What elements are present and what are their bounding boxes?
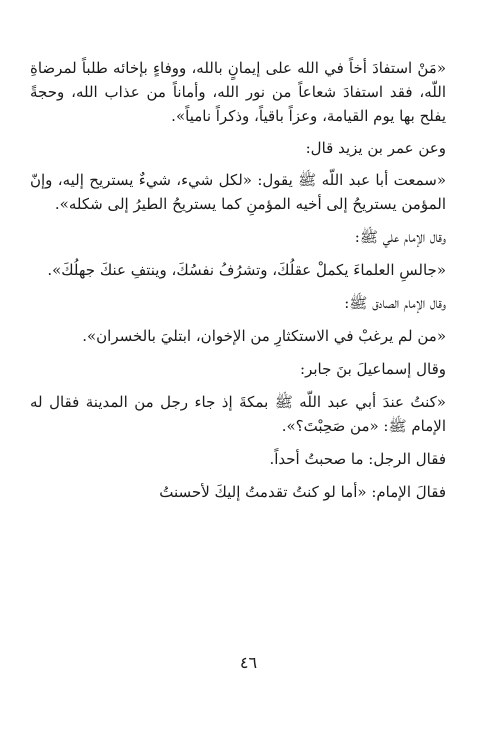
- page-body: [30, 56, 468, 504]
- page-number: ٤٦: [239, 653, 258, 672]
- attribution-imam-sadiq: وقال الإمام الصادق ﷺ:: [344, 294, 446, 312]
- man-reply-paragraph: فقال الرجل: ما صحبتُ أحداً.: [269, 450, 446, 468]
- quote-paragraph-1: «مَنْ استفادَ أخاً في الله على إيمانٍ بالله، ووفاءٍ بإخائه طلباً لمرضاةِ اللّه، فقد استفادَ شعاعاً من نور الله، وأماناً من عذاب الله، وحجةً يفلح بها يوم القيامة، وعزاً باقياً، وذكراً نامياً».: [30, 59, 446, 125]
- quote-paragraph-5: «كنتُ عندَ أبي عبد اللّه ﷺ بمكةَ إذ جاء رجل من المدينة فقال له الإمام ﷺ: «من صَحِبْتَ؟».: [30, 393, 446, 435]
- quote-paragraph-2: «سمعت أبا عبد اللّه ﷺ يقول: «لكل شيء، شيءٌ يستريح إليه، وإنّ المؤمن يستريحُ إلى أخيه المؤمنِ كما يستريحُ الطيرُ إلى شكله».: [30, 171, 446, 213]
- attribution-imam-ali: وقال الإمام علي ﷺ:: [354, 228, 446, 246]
- attribution-omar-bin-yazid: وعن عمر بن يزيد قال:: [305, 139, 446, 157]
- attribution-ismail-bin-jabir: وقال إسماعيلَ بنَ جابر:: [300, 360, 446, 378]
- quote-paragraph-3: «جالسِ العلماءَ يكملْ عقلُكَ، وتشرُفُ نفسُكَ، وينتفِ عنكَ جهلُكَ».: [47, 261, 446, 279]
- imam-reply-paragraph: فقالَ الإمام: «أما لو كنتُ تقدمتُ إليكَ لأحسنتُ: [159, 483, 446, 501]
- quote-paragraph-4: «من لم يرغبْ في الاستكثارِ من الإخوان، ابتليَ بالخسران».: [82, 327, 446, 345]
